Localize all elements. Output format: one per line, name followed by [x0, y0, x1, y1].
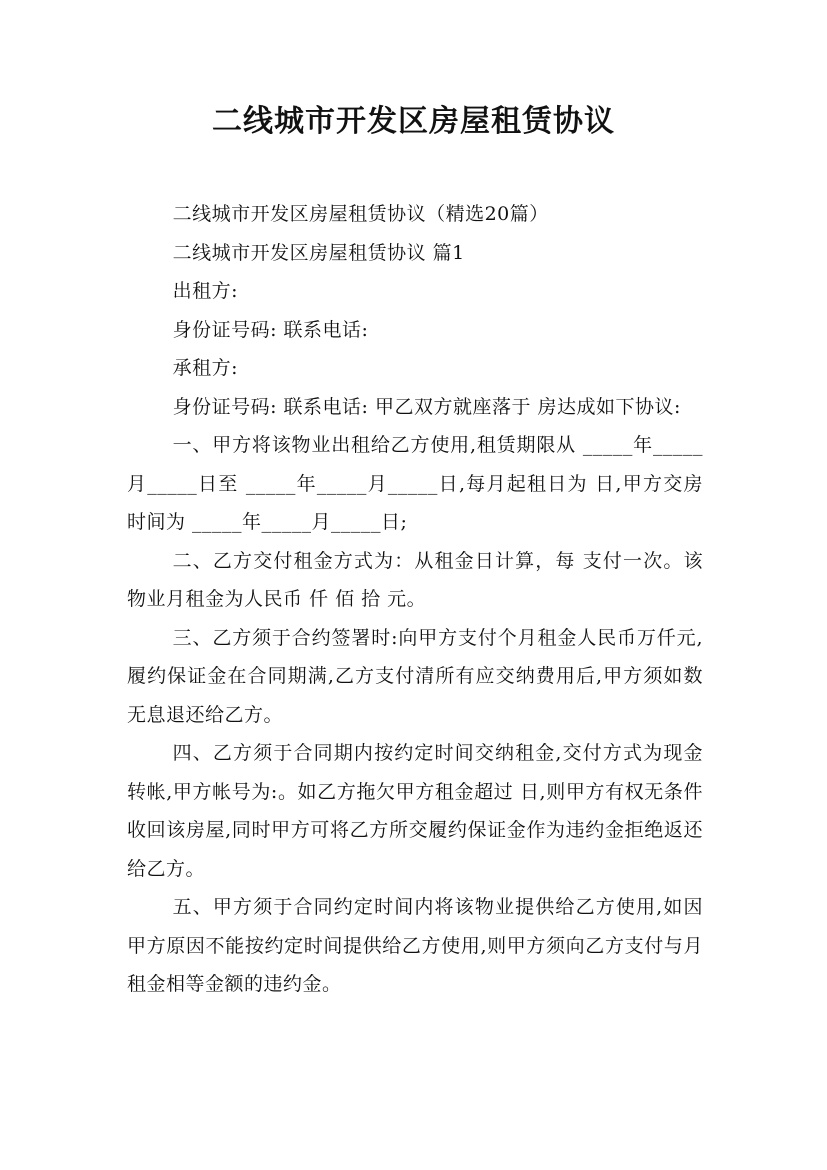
- paragraph-clause-2: 二、乙方交付租金方式为：从租金日计算，每 支付一次。该物业月租金为人民币 仟 佰 拾 元。: [127, 549, 703, 610]
- paragraph-lessor-id: 身份证号码: 联系电话:: [172, 318, 369, 341]
- paragraph-subtitle: 二线城市开发区房屋租赁协议（精选20篇）: [172, 203, 549, 225]
- paragraph-clause-5: 五、甲方须于合同约定时间内将该物业提供给乙方使用,如因甲方原因不能按约定时间提供给乙方使用,则甲方须向乙方支付与月租金相等金额的违约金。: [127, 896, 703, 995]
- document-body: [127, 195, 710, 1004]
- paragraph-clause-4: 四、乙方须于合同期内按约定时间交纳租金,交付方式为现金 转帐,甲方帐号为:。如乙方拖欠甲方租金超过 日,则甲方有权无条件收回该房屋,同时甲方可将乙方所交履约保证金作为违约金拒绝返还给乙方。: [127, 742, 710, 880]
- paragraph-section-heading: 二线城市开发区房屋租赁协议 篇1: [172, 241, 465, 264]
- paragraph-clause-1: 一、甲方将该物业出租给乙方使用,租赁期限从 _____年_____月_____日至 _____年_____月_____日,每月起租日为 日,甲方交房时间为 _____年_____月_____日;: [127, 434, 703, 533]
- paragraph-lessee: 承租方:: [172, 357, 238, 379]
- paragraph-lessor: 出租方:: [172, 280, 238, 302]
- paragraph-lessee-id: 身份证号码: 联系电话: 甲乙双方就座落于 房达成如下协议:: [172, 395, 681, 418]
- document-title: 二线城市开发区房屋租赁协议: [212, 104, 615, 139]
- paragraph-clause-3: 三、乙方须于合约签署时:向甲方支付个月租金人民币万仟元,履约保证金在合同期满,乙方支付清所有应交纳费用后,甲方须如数无息退还给乙方。: [127, 626, 703, 726]
